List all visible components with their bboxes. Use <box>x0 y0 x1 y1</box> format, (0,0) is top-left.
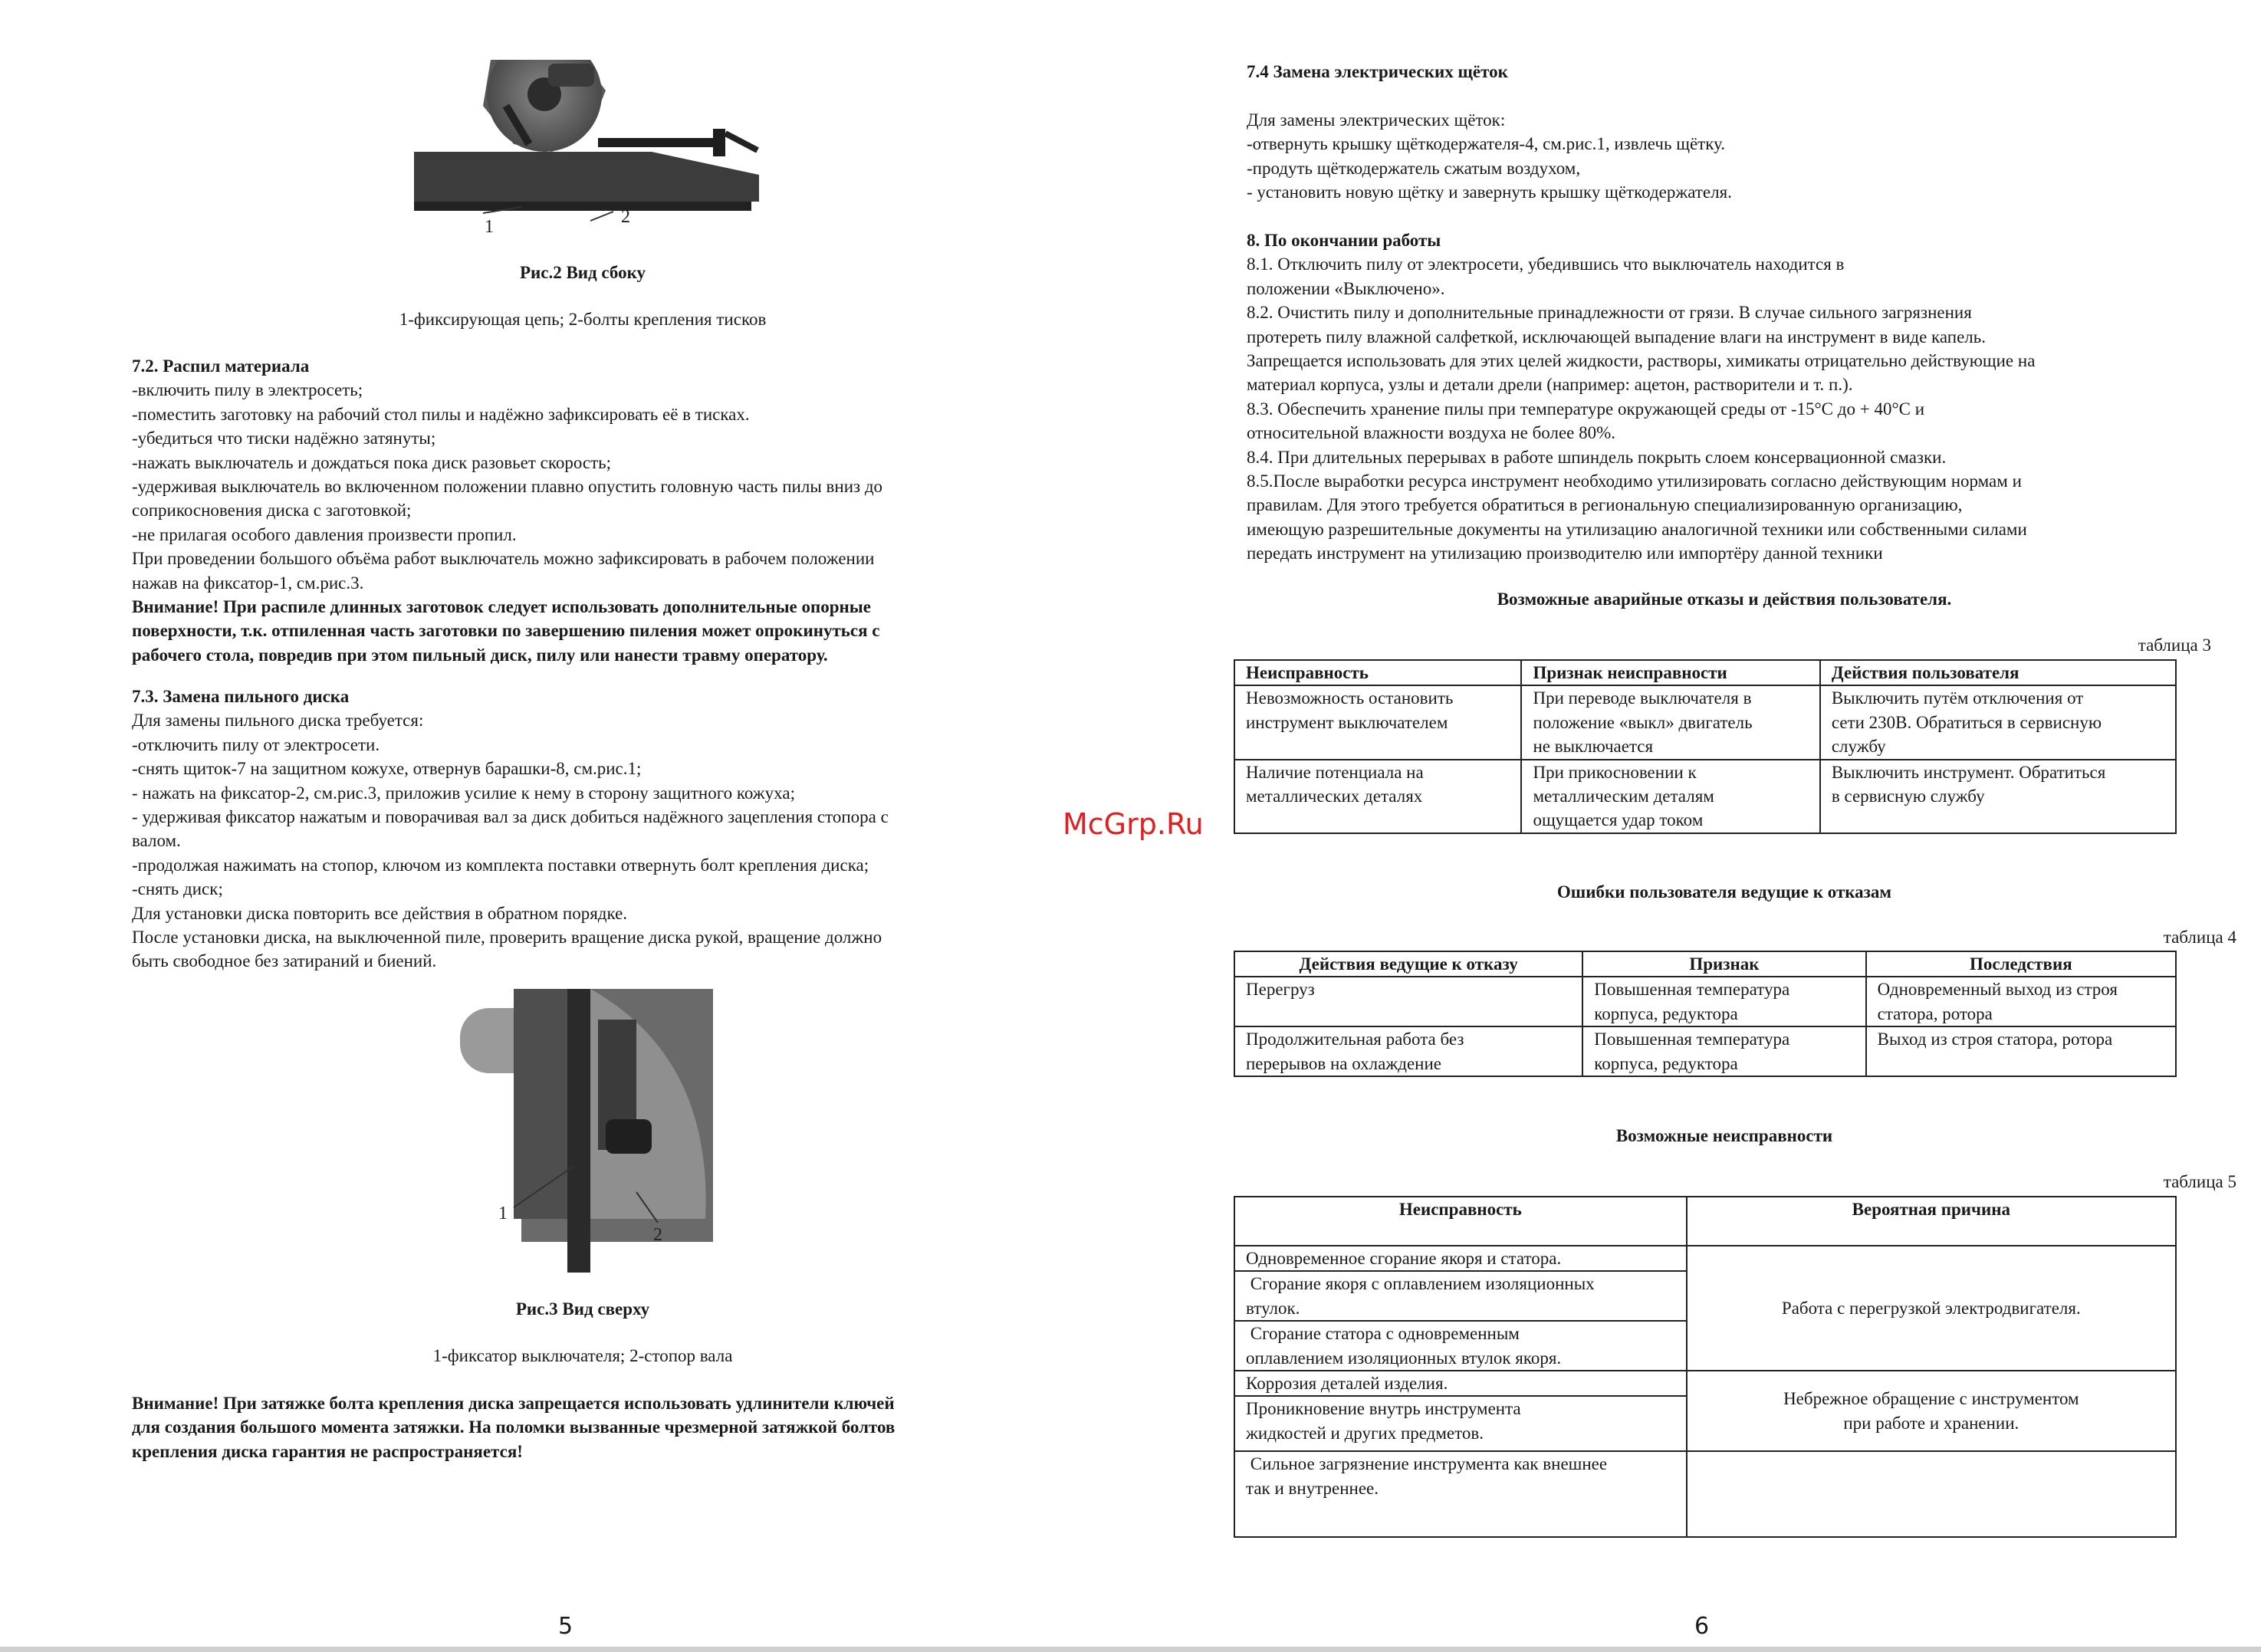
table-header-cell: Вероятная причина <box>1687 1197 2176 1246</box>
table-header-cell: Признак неисправности <box>1521 660 1819 685</box>
section-7-4 <box>1247 60 1732 204</box>
fig3-caption: 1-фиксатор выключателя; 2-стопор вала <box>432 1346 733 1365</box>
section-8 <box>1247 228 2035 566</box>
section-heading: 7.4 Замена электрических щёток <box>1247 62 1508 81</box>
table-header-cell: Действия пользователя <box>1820 660 2176 685</box>
table-cell: При переводе выключателя в положение «выкл» двигатель не выключается <box>1521 685 1819 759</box>
text-line: 8.3. Обеспечить хранение пилы при температуре окружающей среды от -15°С до + 40°С и <box>1247 399 1925 419</box>
warning-line: рабочего стола, повредив при этом пильный диск, пилу или нанести травму оператору. <box>132 645 828 665</box>
text-line: протереть пилу влажной салфеткой, исключающей выпадение влаги на инструмент в виде капель. <box>1247 327 1987 346</box>
text-line: правилам. Для этого требуется обратиться в региональную специализированную организацию, <box>1247 495 1963 515</box>
text-line: -продолжая нажимать на стопор, ключом из комплекта поставки отвернуть болт крепления диска; <box>132 855 869 875</box>
text-line: -снять щиток-7 на защитном кожухе, отвернув барашки-8, см.рис.1; <box>132 759 642 779</box>
page-number-left: 5 <box>558 1613 573 1640</box>
text-line: быть свободное без затираний и биений. <box>132 951 437 971</box>
warning-line: Внимание! При распиле длинных заготовок следует использовать дополнительные опорные <box>132 597 871 617</box>
table-row <box>1234 977 2176 1026</box>
table4 <box>1234 951 2177 1077</box>
text-line: -включить пилу в электросеть; <box>132 380 363 400</box>
table-header-row <box>1234 660 2176 685</box>
section-7-2 <box>132 354 882 667</box>
table-header-cell: Последствия <box>1866 951 2176 977</box>
text-line: относительной влажности воздуха не более 80%. <box>1247 423 1616 443</box>
table-row <box>1234 1371 2176 1396</box>
table-row <box>1234 1451 2176 1537</box>
table-cell: Повышенная температура корпуса, редуктора <box>1582 977 1865 1026</box>
table-cell: Одновременное сгорание якоря и статора. <box>1234 1246 1687 1271</box>
section-heading: 7.2. Распил материала <box>132 356 310 376</box>
warning-disk-bolt <box>132 1391 895 1463</box>
table-cell: Небрежное обращение с инструментом при работе и хранении. <box>1687 1371 2176 1451</box>
text-line: Запрещается использовать для этих целей жидкости, растворы, химикаты отрицательно действующие на <box>1247 351 2036 371</box>
table-cell <box>1687 1451 2176 1537</box>
text-line: - установить новую щётку и завернуть крышку щёткодержателя. <box>1247 182 1732 202</box>
text-line: имеющую разрешительные документы на утилизацию аналогичной техники или собственными силами <box>1247 519 2027 539</box>
watermark-link[interactable]: McGrp.Ru <box>1063 807 1204 841</box>
fig2-title: Рис.2 Вид сбоку <box>519 263 646 282</box>
warning-line: Внимание! При затяжке болта крепления диска запрещается использовать удлинители ключей <box>132 1394 895 1413</box>
table-cell: Коррозия деталей изделия. <box>1234 1371 1687 1396</box>
text-line: Для замены электрических щёток: <box>1247 110 1506 130</box>
page-number-right: 6 <box>1694 1613 1710 1640</box>
text-line: Для замены пильного диска требуется: <box>132 711 424 731</box>
text-line: 8.1. Отключить пилу от электросети, убедившись что выключатель находится в <box>1247 255 1845 274</box>
text-line: 8.2. Очистить пилу и дополнительные принадлежности от грязи. В случае сильного загрязнения <box>1247 303 1972 323</box>
table-cell: Невозможность остановить инструмент выключателем <box>1234 685 1521 759</box>
fig3-label-2: 2 <box>653 1225 662 1245</box>
table-cell: Одновременный выход из строя статора, ротора <box>1866 977 2176 1026</box>
text-line: - удерживая фиксатор нажатым и поворачивая вал за диск добиться надёжного зацепления стопора с <box>132 807 889 827</box>
text-line: соприкосновения диска с заготовкой; <box>132 501 412 521</box>
text-line: После установки диска, на выключенной пиле, проверить вращение диска рукой, вращение должно <box>132 928 882 948</box>
text-line: При проведении большого объёма работ выключатель можно зафиксировать в рабочем положении <box>132 549 875 569</box>
text-line: - нажать на фиксатор-2, см.рис.3, приложив усилие к нему в сторону защитного кожуха; <box>132 783 795 803</box>
warning-line: крепления диска гарантия не распространяется! <box>132 1441 523 1461</box>
table-row <box>1234 685 2176 759</box>
table5 <box>1234 1196 2177 1538</box>
table-row <box>1234 760 2176 833</box>
table5-title: Возможные неисправности <box>1615 1126 1833 1145</box>
fig3-label-1: 1 <box>498 1204 508 1223</box>
section-7-3 <box>132 685 889 974</box>
fig2-label-1: 1 <box>485 217 494 237</box>
table-cell: Сгорание якоря с оплавлением изоляционных втулок. <box>1234 1271 1687 1321</box>
section-heading: 7.3. Замена пильного диска <box>132 687 350 706</box>
fig3-top-view-image <box>452 989 713 1273</box>
text-line: материал корпуса, узлы и детали дрели (например: ацетон, растворители и т. п.). <box>1247 375 1853 395</box>
right-page <box>1130 0 2261 1652</box>
text-line: -удерживая выключатель во включенном положении плавно опустить головную часть пилы вниз до <box>132 477 883 497</box>
warning-line: для создания большого момента затяжки. На поломки вызванные чрезмерной затяжкой болтов <box>132 1417 896 1437</box>
table-cell: Проникновение внутрь инструмента жидкостей и других предметов. <box>1234 1396 1687 1451</box>
text-line: -поместить заготовку на рабочий стол пилы и надёжно зафиксировать её в тисках. <box>132 404 750 424</box>
table-cell: Работа с перегрузкой электродвигателя. <box>1687 1246 2176 1371</box>
table-cell: Повышенная температура корпуса, редуктора <box>1582 1026 1865 1076</box>
text-line: валом. <box>132 831 181 851</box>
table-header-cell: Признак <box>1582 951 1865 977</box>
bottom-divider <box>0 1647 2261 1652</box>
table-row <box>1234 1026 2176 1076</box>
fig2-label-2: 2 <box>621 207 630 227</box>
table4-label: таблица 4 <box>2163 928 2236 947</box>
disk-guard-shape <box>567 989 590 1273</box>
table4-title: Ошибки пользователя ведущие к отказам <box>1556 882 1892 902</box>
table-cell: Наличие потенциала на металлических деталях <box>1234 760 1521 833</box>
table-row <box>1234 1246 2176 1271</box>
text-line: -снять диск; <box>132 879 223 899</box>
text-line: -не прилагая особого давления произвести пропил. <box>132 524 517 544</box>
text-line: -нажать выключатель и дождаться пока диск разовьет скорость; <box>132 452 612 472</box>
table-header-cell: Неисправность <box>1234 660 1521 685</box>
table-header-row <box>1234 1197 2176 1246</box>
table-header-cell: Действия ведущие к отказу <box>1234 951 1582 977</box>
text-line: нажав на фиксатор-1, см.рис.3. <box>132 573 364 593</box>
table-header-row <box>1234 951 2176 977</box>
text-line: -убедиться что тиски надёжно затянуты; <box>132 429 436 448</box>
table-cell: Перегруз <box>1234 977 1582 1026</box>
fig2-caption: 1-фиксирующая цепь; 2-болты крепления тисков <box>399 310 767 329</box>
text-line: -продуть щёткодержатель сжатым воздухом, <box>1247 158 1581 178</box>
warning-line: поверхности, т.к. отпиленная часть заготовки по завершению пиления может опрокинуться с <box>132 621 880 641</box>
fig3-title: Рис.3 Вид сверху <box>515 1299 650 1319</box>
table-cell: Сгорание статора с одновременным оплавлением изоляционных втулок якоря. <box>1234 1321 1687 1371</box>
table-cell: Выход из строя статора, ротора <box>1866 1026 2176 1076</box>
fig2-side-view-image <box>399 60 759 238</box>
table3 <box>1234 659 2177 834</box>
vise-rail-shape <box>598 138 721 147</box>
text-line: -отключить пилу от электросети. <box>132 734 380 754</box>
table-cell: Выключить инструмент. Обратиться в сервисную службу <box>1820 760 2176 833</box>
table3-label: таблица 3 <box>2138 636 2211 655</box>
text-line: 8.4. При длительных перерывах в работе шпиндель покрыть слоем консервационной смазки. <box>1247 447 1947 467</box>
section-heading: 8. По окончании работы <box>1247 231 1441 250</box>
text-line: -отвернуть крышку щёткодержателя-4, см.рис.1, извлечь щётку. <box>1247 134 1725 154</box>
text-line: Для установки диска повторить все действия в обратном порядке. <box>132 903 628 923</box>
text-line: 8.5.После выработки ресурса инструмент необходимо утилизировать согласно действующим нормам и <box>1247 471 2022 491</box>
text-line: передать инструмент на утилизацию производителю или импортёру данной техники <box>1247 544 1883 563</box>
table3-title: Возможные аварийные отказы и действия пользователя. <box>1497 590 1952 609</box>
text-line: положении «Выключено». <box>1247 278 1445 298</box>
table5-label: таблица 5 <box>2163 1172 2236 1191</box>
table-header-cell: Неисправность <box>1234 1197 1687 1246</box>
table-cell: Сильное загрязнение инструмента как внешнее так и внутреннее. <box>1234 1451 1687 1537</box>
table-cell: Продолжительная работа без перерывов на охлаждение <box>1234 1026 1582 1076</box>
left-page <box>0 0 1130 1652</box>
table-cell: При прикосновении к металлическим деталям ощущается удар током <box>1521 760 1819 833</box>
table-cell: Выключить путём отключения от сети 230В. Обратиться в сервисную службу <box>1820 685 2176 759</box>
